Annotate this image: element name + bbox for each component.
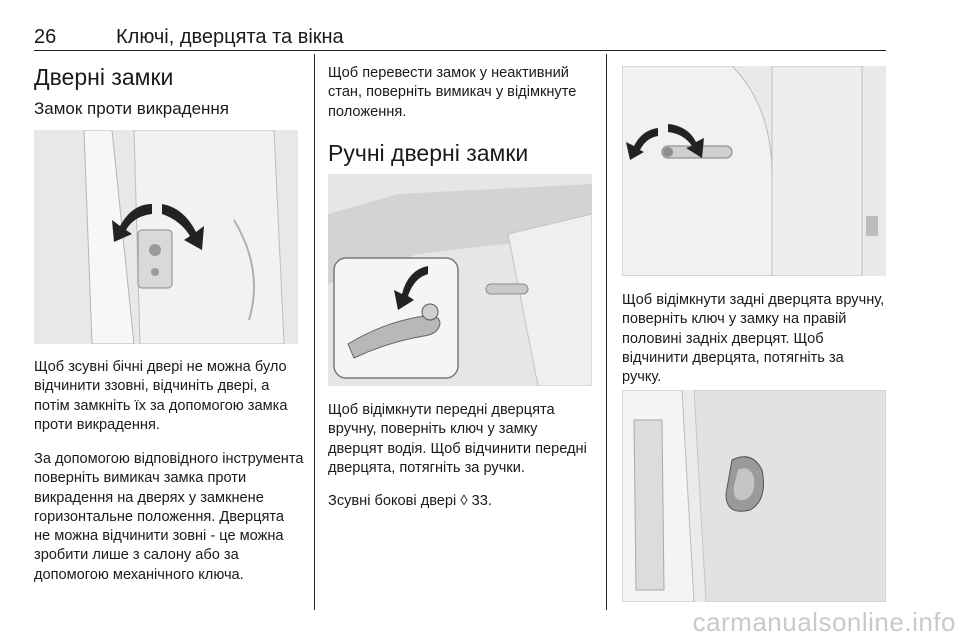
front-door-handle-illustration <box>328 174 592 386</box>
column-divider-2 <box>606 54 607 610</box>
figure-anti-theft-lock <box>34 130 298 344</box>
section-title-manual-locks: Ручні дверні замки <box>328 140 529 166</box>
paragraph-rear-doors: Щоб відімкнути задні дверцята вручну, поверніть ключ у замку на правій половині задніх дверцят. Щоб відчинити дверцята, потягніть за ручку. <box>622 292 885 386</box>
paragraph-sliding-door-ref: Зсувні бокові двері ◊ 33. <box>328 493 492 509</box>
figure-rear-door-lock <box>622 66 886 276</box>
figure-rear-door-inside <box>622 390 886 602</box>
page-header <box>34 26 886 52</box>
rear-door-illustration <box>622 66 886 276</box>
paragraph-anti-theft-1: Щоб зсувні бічні двері не можна було відчинити ззовні, відчиніть двері, а потім замкніть їх за допомогою замка проти викрадення. <box>34 359 288 433</box>
paragraph-deactivate: Щоб перевести замок у неактивний стан, поверніть вимикач у відімкнуте положення. <box>328 65 577 120</box>
page-number: 26 <box>34 26 57 48</box>
watermark: carmanualsonline.info <box>692 607 956 637</box>
chapter-title: Ключі, дверцята та вікна <box>116 26 344 48</box>
header-divider <box>34 50 886 51</box>
rear-door-inside-illustration <box>622 390 886 602</box>
paragraph-anti-theft-2: За допомогою відповідного інструмента поверніть вимикач замка проти викрадення на дверях у замкнене горизонтальне положення. Дверцята не можна відчинити зовні - це можна зробити лише з салону або за допомогою механічного ключа. <box>34 451 304 583</box>
figure-front-door-lock <box>328 174 592 386</box>
column-divider-1 <box>314 54 315 610</box>
anti-theft-lock-illustration <box>34 130 298 344</box>
section-title-door-locks: Дверні замки <box>34 64 174 90</box>
subsection-title-anti-theft: Замок проти викрадення <box>34 99 230 118</box>
paragraph-front-doors: Щоб відімкнути передні дверцята вручну, поверніть ключ у замку дверцят водія. Щоб відчинити передні дверцята, потягніть за ручки. <box>328 402 587 476</box>
